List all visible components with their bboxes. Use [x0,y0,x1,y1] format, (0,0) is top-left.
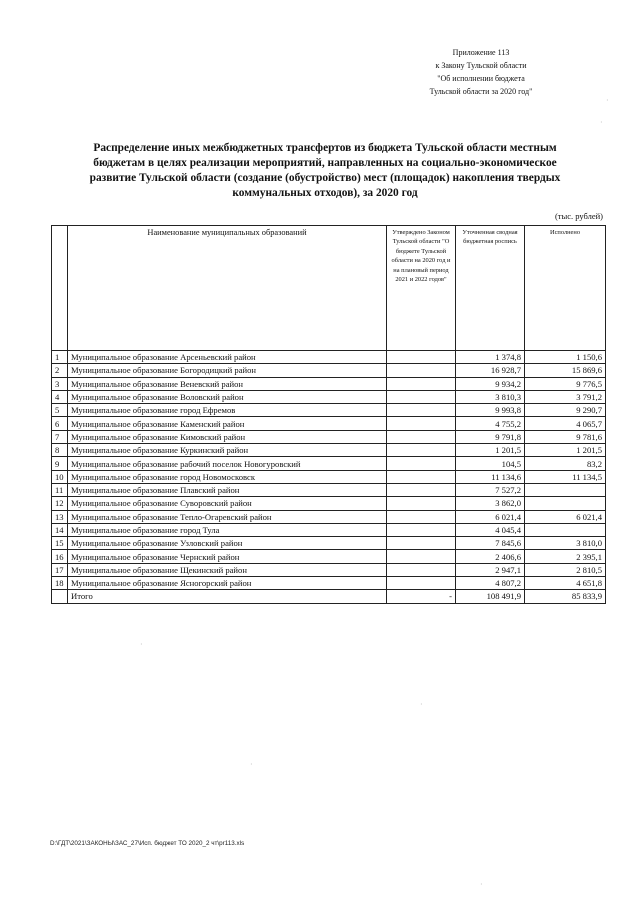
file-path-footer: D:\ГДТ\2021\ЗАКОНЫ\ЗАС_27\Исп. бюджет ТО 2020_2 чт\pr113.xls [50,840,245,847]
table-row [52,497,606,510]
row-name: Муниципальное образование Узловский район [68,537,387,550]
row-number: 6 [52,417,68,430]
row-number: 10 [52,470,68,483]
table-row [52,537,606,550]
row-approved [387,550,456,563]
table-row [52,550,606,563]
title-line-3: развитие Тульской области (создание (обустройство) мест (площадок) накопления твердых [89,172,561,184]
row-executed: 1 150,6 [525,351,606,364]
row-name: Муниципальное образование Богородицкий район [68,364,387,377]
row-executed: 1 201,5 [525,444,606,457]
row-executed: 2 810,5 [525,563,606,576]
row-approved [387,404,456,417]
row-refined: 3 862,0 [456,497,525,510]
row-name: Муниципальное образование город Ефремов [68,404,387,417]
scan-speck: · [600,118,603,127]
table-row [52,417,606,430]
row-number: 8 [52,444,68,457]
total-row [52,590,606,603]
row-refined: 2 947,1 [456,563,525,576]
row-name: Муниципальное образование Веневский район [68,377,387,390]
row-name: Муниципальное образование Чернский район [68,550,387,563]
row-refined: 16 928,7 [456,364,525,377]
row-approved [387,497,456,510]
scan-speck: · [480,880,483,889]
row-approved [387,470,456,483]
row-approved [387,457,456,470]
table-row [52,364,606,377]
row-approved [387,483,456,496]
table-header-row [52,226,606,351]
row-name: Муниципальное образование город Новомосковск [68,470,387,483]
total-refined: 108 491,9 [456,590,525,603]
row-approved [387,430,456,443]
row-executed: 9 776,5 [525,377,606,390]
row-number: 5 [52,404,68,417]
row-refined: 3 810,3 [456,390,525,403]
total-name: Итого [68,590,387,603]
scan-speck: · [420,700,423,709]
total-executed: 85 833,9 [525,590,606,603]
row-executed: 4 651,8 [525,577,606,590]
row-refined: 9 993,8 [456,404,525,417]
row-executed: 3 810,0 [525,537,606,550]
table-row [52,523,606,536]
row-name: Муниципальное образование город Тула [68,523,387,536]
row-number: 11 [52,483,68,496]
row-refined: 6 021,4 [456,510,525,523]
transfers-table [51,225,606,604]
row-name: Муниципальное образование Воловский район [68,390,387,403]
row-refined: 7 527,2 [456,483,525,496]
row-number: 2 [52,364,68,377]
appendix-block [372,46,590,98]
table-row [52,457,606,470]
header-number [52,226,68,351]
row-refined: 4 045,4 [456,523,525,536]
table-row [52,444,606,457]
row-name: Муниципальное образование Суворовский район [68,497,387,510]
row-refined: 9 934,2 [456,377,525,390]
table-row [52,483,606,496]
header-name: Наименование муниципальных образований [68,226,387,351]
row-executed [525,483,606,496]
header-refined: Уточненная сводная бюджетная роспись [456,226,525,351]
row-name: Муниципальное образование Каменский район [68,417,387,430]
row-refined: 1 374,8 [456,351,525,364]
row-executed [525,497,606,510]
table-row [52,377,606,390]
row-refined: 2 406,6 [456,550,525,563]
row-number: 15 [52,537,68,550]
row-approved [387,444,456,457]
appendix-line-1: Приложение 113 [452,48,510,57]
row-refined: 4 755,2 [456,417,525,430]
row-name: Муниципальное образование Плавский район [68,483,387,496]
title-line-2: бюджетам в целях реализации мероприятий, направленных на социально-экономическое [93,157,557,169]
row-refined: 4 807,2 [456,577,525,590]
row-refined: 11 134,6 [456,470,525,483]
table-row [52,563,606,576]
row-approved [387,377,456,390]
row-refined: 1 201,5 [456,444,525,457]
header-approved: Утверждено Законом Тульской области "О бюджете Тульской области на 2020 год и на плановый период 2021 и 2022 годов" [387,226,456,351]
row-number: 16 [52,550,68,563]
header-executed: Исполнено [525,226,606,351]
row-approved [387,417,456,430]
row-refined: 7 845,6 [456,537,525,550]
table-row [52,390,606,403]
row-approved [387,364,456,377]
row-approved [387,351,456,364]
table-row [52,351,606,364]
scan-speck: · [606,96,609,105]
row-executed: 9 290,7 [525,404,606,417]
row-refined: 9 791,8 [456,430,525,443]
row-name: Муниципальное образование Щекинский район [68,563,387,576]
row-number: 12 [52,497,68,510]
table-row [52,430,606,443]
appendix-line-3: "Об исполнении бюджета [437,74,525,83]
row-name: Муниципальное образование Арсеньевский район [68,351,387,364]
row-approved [387,537,456,550]
row-number: 3 [52,377,68,390]
row-executed: 4 065,7 [525,417,606,430]
row-number: 13 [52,510,68,523]
scan-speck: · [250,760,253,769]
row-name: Муниципальное образование Ясногорский район [68,577,387,590]
title-line-4: коммунальных отходов), за 2020 год [232,187,418,199]
table-row [52,510,606,523]
appendix-line-2: к Закону Тульской области [435,61,527,70]
table-row [52,470,606,483]
row-executed: 83,2 [525,457,606,470]
row-number: 1 [52,351,68,364]
title-line-1: Распределение иных межбюджетных трансфертов из бюджета Тульской области местным [93,142,557,154]
row-approved [387,390,456,403]
row-executed: 6 021,4 [525,510,606,523]
row-approved [387,577,456,590]
total-approved: - [387,590,456,603]
units-label: (тыс. рублей) [554,211,603,221]
document-title [55,141,595,201]
row-number: 7 [52,430,68,443]
row-name: Муниципальное образование Кимовский район [68,430,387,443]
appendix-line-4: Тульской области за 2020 год" [429,87,533,96]
row-refined: 104,5 [456,457,525,470]
row-number: 4 [52,390,68,403]
row-number: 18 [52,577,68,590]
row-executed: 9 781,6 [525,430,606,443]
row-executed: 15 869,6 [525,364,606,377]
row-number: 9 [52,457,68,470]
row-name: Муниципальное образование Тепло-Огаревский район [68,510,387,523]
row-executed: 3 791,2 [525,390,606,403]
total-number [52,590,68,603]
row-name: Муниципальное образование рабочий поселок Новогуровский [68,457,387,470]
row-approved [387,510,456,523]
row-number: 14 [52,523,68,536]
row-approved [387,523,456,536]
row-executed [525,523,606,536]
row-number: 17 [52,563,68,576]
row-name: Муниципальное образование Куркинский район [68,444,387,457]
row-executed: 11 134,5 [525,470,606,483]
table-row [52,404,606,417]
row-approved [387,563,456,576]
table-row [52,577,606,590]
scan-speck: · [140,640,143,649]
row-executed: 2 395,1 [525,550,606,563]
